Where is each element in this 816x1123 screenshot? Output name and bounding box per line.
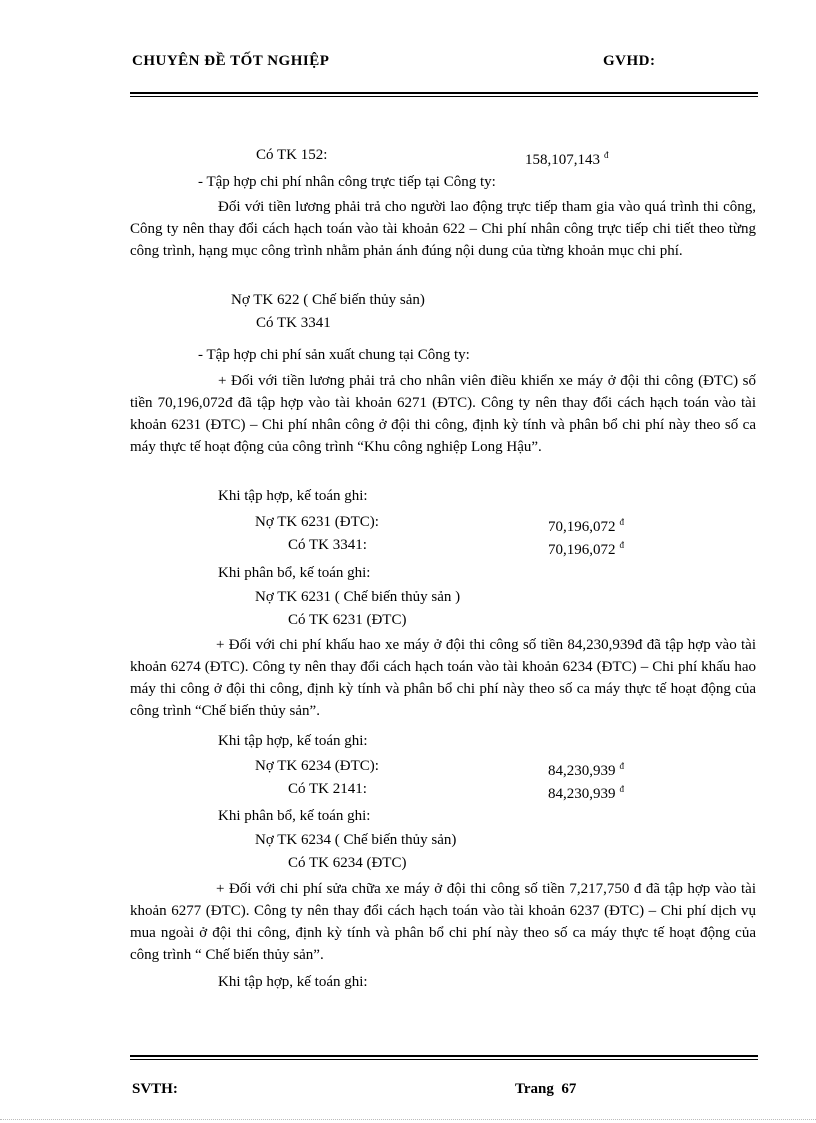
text-khi-tap-hop-2: Khi tập hợp, kế toán ghi: xyxy=(218,733,368,749)
bottom-dotted-line xyxy=(0,1119,816,1120)
bullet-direct-labor: - Tập hợp chi phí nhân công trực tiếp tại Công ty: xyxy=(198,174,496,190)
amount-70-b: 70,196,072 $^đ$ xyxy=(548,540,624,558)
entry-co-152: Có TK 152: xyxy=(256,147,328,163)
text-khi-phan-bo-1: Khi phân bổ, kế toán ghi: xyxy=(218,565,371,581)
footer-rule-thin xyxy=(130,1059,758,1060)
entry-no-6231-cbts: Nợ TK 6231 ( Chế biến thủy sản ) xyxy=(255,589,461,605)
text-khi-tap-hop-1: Khi tập hợp, kế toán ghi: xyxy=(218,488,368,504)
text-khi-phan-bo-2: Khi phân bổ, kế toán ghi: xyxy=(218,808,371,824)
amount-70-a: 70,196,072 $^đ$ xyxy=(548,517,624,535)
header-gvhd: GVHD: xyxy=(603,53,656,69)
amount-84-b: 84,230,939 $^đ$ xyxy=(548,784,624,802)
paragraph-machine-labor: + Đối với tiền lương phải trả cho nhân viên điều khiển xe máy ở đội thi công (ĐTC) số tiền 70,196,072đ đã tập hợp vào tài khoản 6271 (ĐTC). Công ty nên thay đổi cách hạch toán vào tài khoản 6231 (ĐTC) – Chi phí nhân công ở đội thi công, định kỳ tính và phân bổ chi phí này theo số ca máy thực tế hoạt động của công trình “Khu công nghiệp Long Hậu”. xyxy=(130,373,756,455)
page-number: 67 xyxy=(561,1081,577,1097)
entry-no-6231-dtc: Nợ TK 6231 (ĐTC): xyxy=(255,514,379,530)
header-rule-thick xyxy=(130,92,758,94)
entry-no-6234-cbts: Nợ TK 6234 ( Chế biến thủy sản) xyxy=(255,832,457,848)
text-khi-tap-hop-3: Khi tập hợp, kế toán ghi: xyxy=(218,974,368,990)
entry-co-3341-b: Có TK 3341: xyxy=(288,537,367,553)
amount-84-a: 84,230,939 $^đ$ xyxy=(548,761,624,779)
footer-page: Trang 67 xyxy=(515,1081,577,1097)
footer-svth: SVTH: xyxy=(132,1081,178,1097)
header-title: CHUYÊN ĐỀ TỐT NGHIỆP xyxy=(132,53,330,69)
entry-co-3341: Có TK 3341 xyxy=(256,315,331,331)
entry-no-6234-dtc: Nợ TK 6234 (ĐTC): xyxy=(255,758,379,774)
paragraph-direct-labor: Đối với tiền lương phải trả cho người lao động trực tiếp tham gia vào quá trình thi công, Công ty nên thay đổi cách hạch toán vào tài khoản 622 – Chi phí nhân công trực tiếp chi tiết theo từng công trình, hạng mục công trình nhằm phản ánh đúng nội dung của từng khoản mục chi phí. xyxy=(130,199,756,259)
entry-co-6231-dtc: Có TK 6231 (ĐTC) xyxy=(288,612,407,628)
paragraph-repair: + Đối với chi phí sửa chữa xe máy ở đội thi công số tiền 7,217,750 đ đã tập hợp vào tài khoản 6277 (ĐTC). Công ty nên thay đổi cách hạch toán vào tài khoản 6237 (ĐTC) – Chi phí dịch vụ mua ngoài ở đội thi công, định kỳ tính và phân bổ chi phí này theo số ca máy thực tế hoạt động của công trình “ Chế biến thủy sản”. xyxy=(130,881,756,963)
bullet-overhead: - Tập hợp chi phí sản xuất chung tại Công ty: xyxy=(198,347,470,363)
amount-158: 158,107,143 $^đ$ xyxy=(525,150,609,168)
footer-rule-thick xyxy=(130,1055,758,1057)
entry-co-2141: Có TK 2141: xyxy=(288,781,367,797)
header-rule-thin xyxy=(130,96,758,97)
paragraph-depreciation: + Đối với chi phí khấu hao xe máy ở đội thi công số tiền 84,230,939đ đã tập hợp vào tài khoản 6274 (ĐTC). Công ty nên thay đổi cách hạch toán vào tài khoản 6234 (ĐTC) – Chi phí khấu hao máy thi công ở đội thi công, định kỳ tính và phân bổ chi phí này theo số ca máy thực tế hoạt động của công trình “Chế biến thủy sản”. xyxy=(130,637,756,719)
entry-no-622: Nợ TK 622 ( Chế biến thủy sản) xyxy=(231,292,425,308)
entry-co-6234-dtc: Có TK 6234 (ĐTC) xyxy=(288,855,407,871)
